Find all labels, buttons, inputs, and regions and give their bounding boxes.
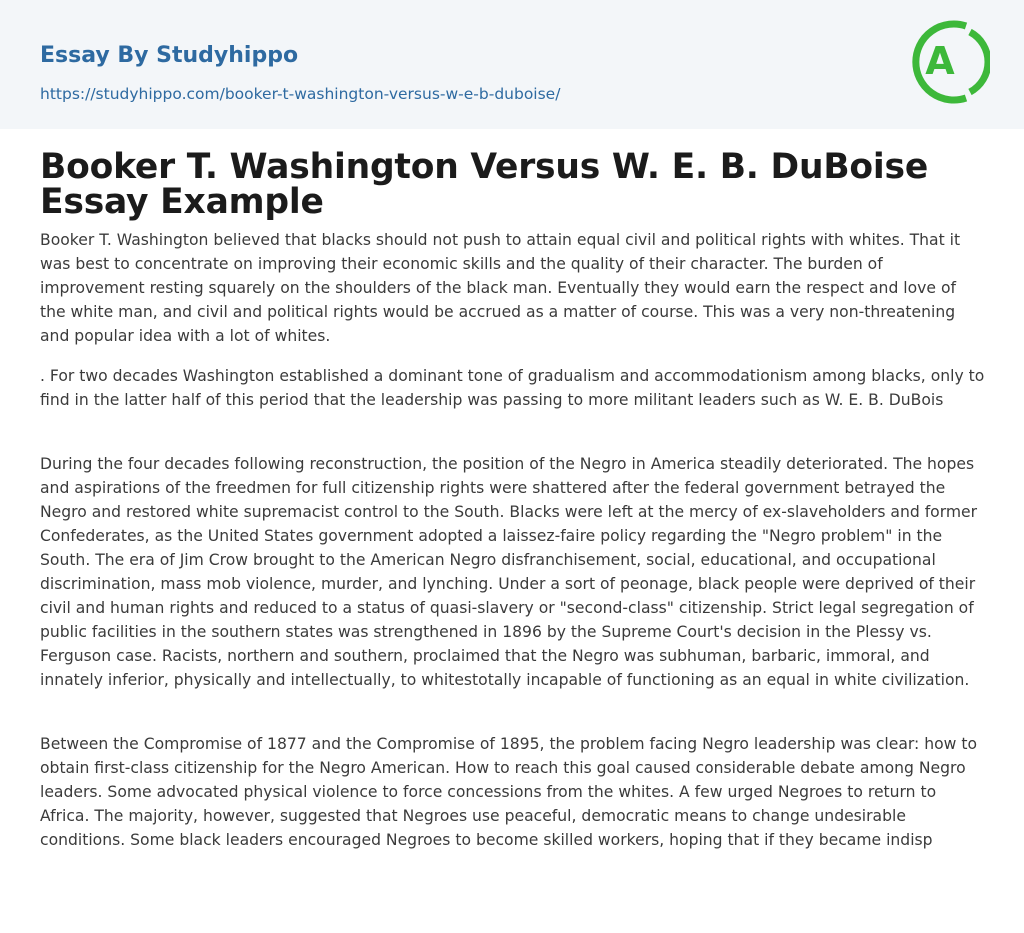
article-paragraph: . For two decades Washington established a dominant tone of gradualism and accommodationism among blacks, only to find in the latter half of this period that the leadership was passing to more militant leaders such as W. E. B. DuBois <box>40 367 985 409</box>
article-paragraph: During the four decades following reconstruction, the position of the Negro in America steadily deteriorated. The hopes and aspirations of the freedmen for full citizenship rights were shattered after the federal government betrayed the Negro and restored white supremacist control to the South. Blacks were left at the mercy of ex-slaveholders and former Confederates, as the United States government adopted a laissez-faire policy regarding the "Negro problem" in the South. The era of Jim Crow brought to the American Negro disfranchisement, social, educational, and occupational discrimination, mass mob violence, murder, and lynching. Under a sort of peonage, black people were deprived of their civil and human rights and reduced to a status of quasi-slavery or "second-class" citizenship. Strict legal segregation of public facilities in the southern states was strengthened in 1896 by the Supreme Court's decision in the Plessy vs. Ferguson case. Racists, northern and southern, proclaimed that the Negro was subhuman, barbaric, immoral, and innately inferior, physically and intellectually, to whitestotally incapable of functioning as an equal in white civilization. <box>40 455 978 689</box>
article-header <box>40 147 986 222</box>
site-brand[interactable]: Essay By Studyhippo <box>40 43 299 68</box>
studyhippo-logo-icon[interactable] <box>906 18 990 106</box>
article-url-link[interactable]: https://studyhippo.com/booker-t-washington-versus-w-e-b-duboise/ <box>40 85 561 103</box>
logo-letter: A <box>925 39 955 83</box>
page-title: Booker T. Washington Versus W. E. B. DuBoise Essay Example <box>40 147 929 222</box>
site-header <box>0 0 1024 129</box>
article-paragraph: Booker T. Washington believed that blacks should not push to attain equal civil and political rights with whites. That it was best to concentrate on improving their economic skills and the quality of their character. The burden of improvement resting squarely on the shoulders of the black man. Eventually they would earn the respect and love of the white man, and civil and political rights would be accrued as a matter of course. This was a very non-threatening and popular idea with a lot of whites. <box>40 231 961 345</box>
article-paragraph: Between the Compromise of 1877 and the Compromise of 1895, the problem facing Negro leadership was clear: how to obtain first-class citizenship for the Negro American. How to reach this goal caused considerable debate among Negro leaders. Some advocated physical violence to force concessions from the whites. A few urged Negroes to return to Africa. The majority, however, suggested that Negroes use peaceful, democratic means to change undesirable conditions. Some black leaders encouraged Negroes to become skilled workers, hoping that if they became indisp <box>40 735 978 849</box>
